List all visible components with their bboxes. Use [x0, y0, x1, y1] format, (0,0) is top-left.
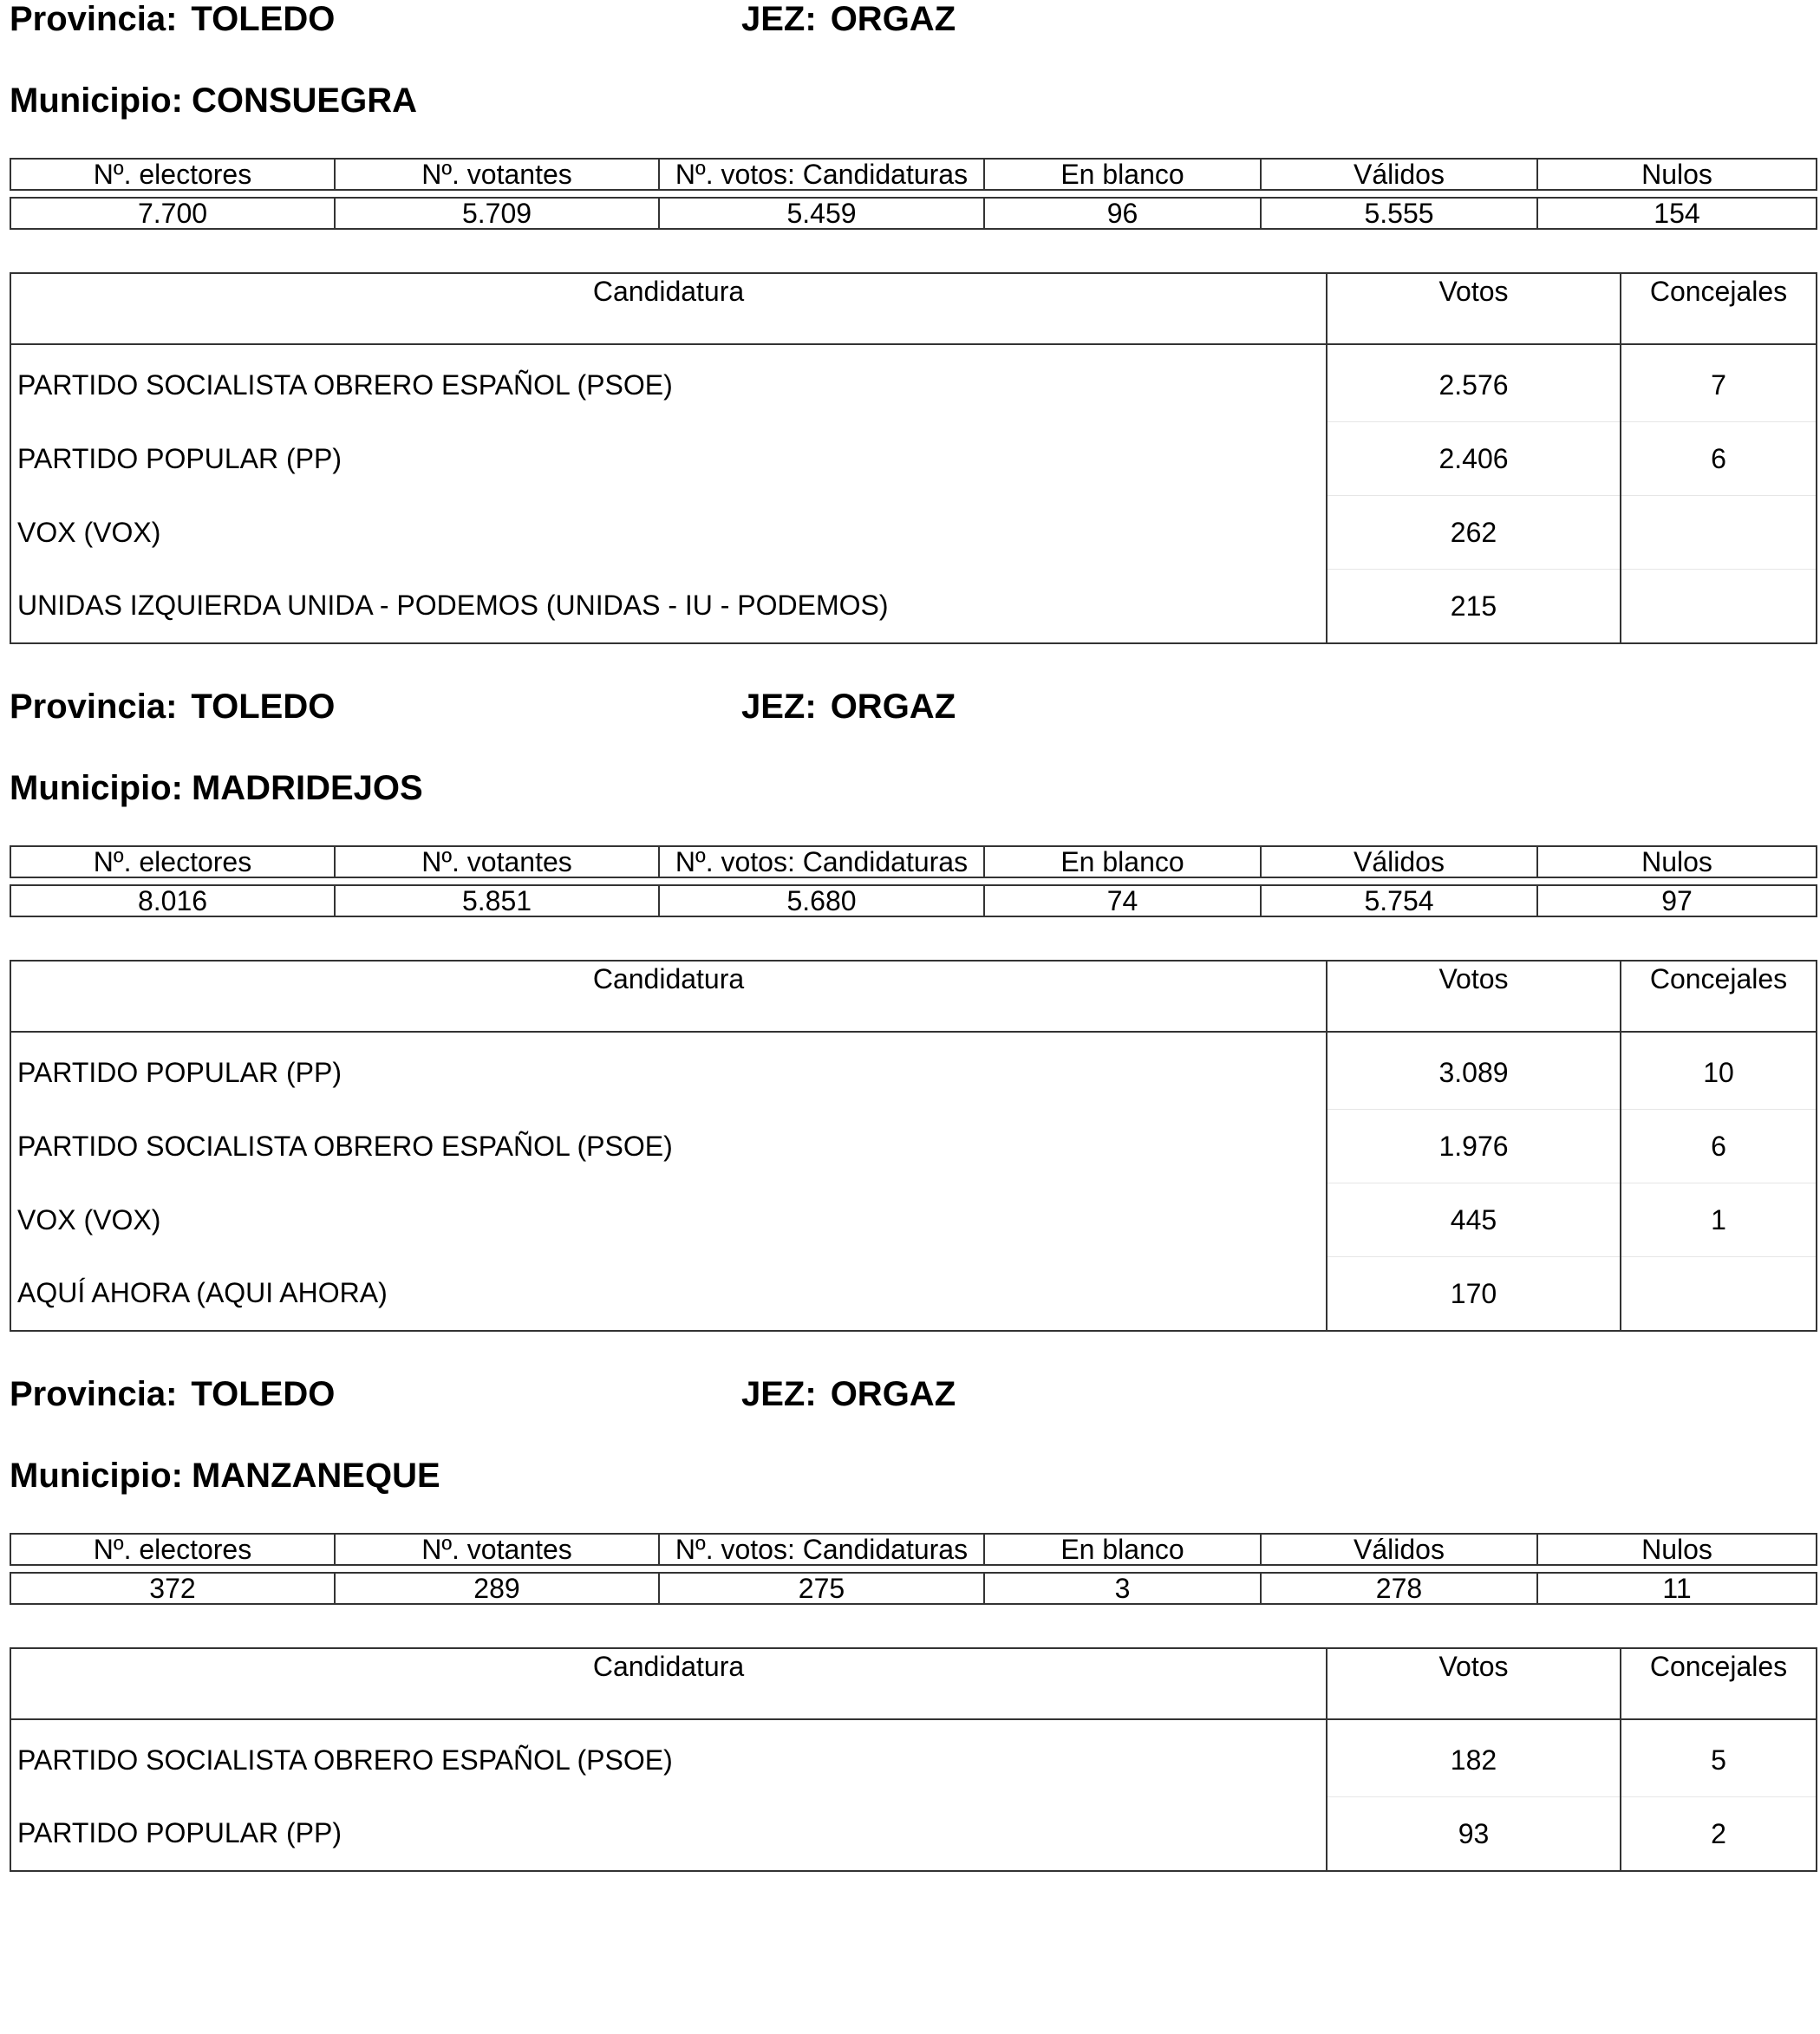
- jez-label: JEZ:: [741, 0, 817, 38]
- stats-value-cell: 5.851: [335, 885, 659, 916]
- candidatura-concejales: [1621, 496, 1817, 570]
- candidatura-votos: 262: [1327, 496, 1621, 570]
- municipio-label: Municipio:: [10, 81, 183, 120]
- stats-value-cell: 8.016: [10, 885, 335, 916]
- stats-value-cell: 97: [1537, 885, 1817, 916]
- jez-value: ORGAZ: [830, 0, 956, 38]
- stats-header-table: [10, 845, 1817, 878]
- municipio-value: CONSUEGRA: [191, 81, 417, 120]
- stats-value-cell: 3: [984, 1573, 1261, 1604]
- provincia-label: Provincia:: [10, 0, 178, 38]
- candidatura-votos: 2.576: [1327, 344, 1621, 422]
- stats-header-cell: Nulos: [1537, 846, 1817, 877]
- candidatura-concejales: [1621, 1257, 1817, 1332]
- stats-values-table: [10, 197, 1817, 230]
- stats-header-cell: Nº. electores: [10, 1534, 335, 1565]
- municipality-section: [0, 688, 1820, 1346]
- stats-header-cell: Válidos: [1261, 159, 1537, 190]
- provincia-line: [10, 0, 335, 38]
- candidaturas-table: [10, 272, 1817, 644]
- municipio-label: Municipio:: [10, 1457, 183, 1495]
- candidatura-votos: 1.976: [1327, 1110, 1621, 1183]
- candidatura-votos: 215: [1327, 570, 1621, 644]
- stats-header-cell: Nº. electores: [10, 159, 335, 190]
- candidatura-header: Candidatura: [10, 273, 1327, 344]
- stats-values-row: [10, 1573, 1817, 1604]
- jez-value: ORGAZ: [830, 688, 956, 726]
- candidatura-name: VOX (VOX): [10, 496, 1327, 570]
- candidatura-votos: 93: [1327, 1797, 1621, 1872]
- jez-value: ORGAZ: [830, 1375, 956, 1413]
- candidatura-name: VOX (VOX): [10, 1183, 1327, 1257]
- stats-value-cell: 289: [335, 1573, 659, 1604]
- candidatura-concejales: 1: [1621, 1183, 1817, 1257]
- candidatura-row: [10, 570, 1817, 644]
- candidatura-name: PARTIDO SOCIALISTA OBRERO ESPAÑOL (PSOE): [10, 1110, 1327, 1183]
- stats-value-cell: 5.459: [659, 198, 984, 229]
- stats-header-cell: En blanco: [984, 846, 1261, 877]
- stats-value-cell: 11: [1537, 1573, 1817, 1604]
- candidatura-votos: 445: [1327, 1183, 1621, 1257]
- stats-value-cell: 372: [10, 1573, 335, 1604]
- candidatura-row: [10, 496, 1817, 570]
- stats-value-cell: 96: [984, 198, 1261, 229]
- candidatura-row: [10, 1797, 1817, 1872]
- municipio-label: Municipio:: [10, 769, 183, 807]
- candidatura-row: [10, 1110, 1817, 1183]
- municipio-value: MADRIDEJOS: [191, 769, 423, 807]
- candidatura-row: [10, 1719, 1817, 1797]
- concejales-header: Concejales: [1621, 1648, 1817, 1719]
- stats-header-row: [10, 1534, 1817, 1565]
- candidatura-name: PARTIDO SOCIALISTA OBRERO ESPAÑOL (PSOE): [10, 344, 1327, 422]
- candidatura-header: Candidatura: [10, 1648, 1327, 1719]
- candidatura-row: [10, 1183, 1817, 1257]
- stats-values-table: [10, 1572, 1817, 1605]
- candidatura-header: Candidatura: [10, 961, 1327, 1032]
- provincia-value: TOLEDO: [191, 688, 336, 726]
- municipality-section: [0, 1375, 1820, 2034]
- stats-value-cell: 5.754: [1261, 885, 1537, 916]
- stats-header-table: [10, 1533, 1817, 1566]
- candidatura-name: PARTIDO SOCIALISTA OBRERO ESPAÑOL (PSOE): [10, 1719, 1327, 1797]
- jez-line: [741, 688, 956, 726]
- stats-value-cell: 5.555: [1261, 198, 1537, 229]
- stats-value-cell: 154: [1537, 198, 1817, 229]
- stats-header-cell: Nº. votos: Candidaturas: [659, 1534, 984, 1565]
- votos-header: Votos: [1327, 273, 1621, 344]
- candidatura-row: [10, 1032, 1817, 1110]
- stats-header-cell: Válidos: [1261, 846, 1537, 877]
- candidatura-name: AQUÍ AHORA (AQUI AHORA): [10, 1257, 1327, 1332]
- provincia-line: [10, 688, 335, 726]
- stats-value-cell: 7.700: [10, 198, 335, 229]
- provincia-value: TOLEDO: [191, 0, 336, 38]
- candidaturas-table: [10, 960, 1817, 1332]
- candidatura-name: PARTIDO POPULAR (PP): [10, 1032, 1327, 1110]
- candidatura-name: PARTIDO POPULAR (PP): [10, 1797, 1327, 1872]
- stats-header-cell: Nº. votantes: [335, 159, 659, 190]
- stats-header-cell: Válidos: [1261, 1534, 1537, 1565]
- stats-value-cell: 5.709: [335, 198, 659, 229]
- provincia-line: [10, 1375, 335, 1413]
- candidatura-row: [10, 1257, 1817, 1332]
- concejales-header: Concejales: [1621, 273, 1817, 344]
- stats-header-cell: Nulos: [1537, 159, 1817, 190]
- candidatura-concejales: [1621, 570, 1817, 644]
- stats-header-cell: Nulos: [1537, 1534, 1817, 1565]
- candidatura-votos: 170: [1327, 1257, 1621, 1332]
- stats-values-row: [10, 198, 1817, 229]
- candidaturas-header-row: [10, 273, 1817, 344]
- jez-line: [741, 1375, 956, 1413]
- provincia-label: Provincia:: [10, 688, 178, 726]
- stats-header-cell: En blanco: [984, 159, 1261, 190]
- candidaturas-table: [10, 1647, 1817, 1872]
- stats-header-cell: Nº. votos: Candidaturas: [659, 159, 984, 190]
- candidatura-row: [10, 344, 1817, 422]
- stats-header-cell: Nº. votantes: [335, 1534, 659, 1565]
- candidatura-concejales: 5: [1621, 1719, 1817, 1797]
- stats-header-cell: En blanco: [984, 1534, 1261, 1565]
- votos-header: Votos: [1327, 961, 1621, 1032]
- stats-values-row: [10, 885, 1817, 916]
- candidaturas-header-row: [10, 1648, 1817, 1719]
- concejales-header: Concejales: [1621, 961, 1817, 1032]
- votos-header: Votos: [1327, 1648, 1621, 1719]
- municipio-value: MANZANEQUE: [191, 1457, 440, 1495]
- stats-header-row: [10, 846, 1817, 877]
- stats-header-cell: Nº. electores: [10, 846, 335, 877]
- candidatura-votos: 182: [1327, 1719, 1621, 1797]
- jez-label: JEZ:: [741, 688, 817, 726]
- stats-values-table: [10, 884, 1817, 917]
- candidatura-concejales: 10: [1621, 1032, 1817, 1110]
- stats-header-cell: Nº. votos: Candidaturas: [659, 846, 984, 877]
- stats-header-table: [10, 158, 1817, 191]
- candidatura-row: [10, 422, 1817, 496]
- stats-header-row: [10, 159, 1817, 190]
- stats-value-cell: 275: [659, 1573, 984, 1604]
- provincia-label: Provincia:: [10, 1375, 178, 1413]
- candidatura-votos: 2.406: [1327, 422, 1621, 496]
- jez-label: JEZ:: [741, 1375, 817, 1413]
- candidatura-concejales: 2: [1621, 1797, 1817, 1872]
- candidatura-votos: 3.089: [1327, 1032, 1621, 1110]
- candidatura-name: UNIDAS IZQUIERDA UNIDA - PODEMOS (UNIDAS - IU - PODEMOS): [10, 570, 1327, 644]
- municipio-line: [10, 1457, 440, 1495]
- candidatura-concejales: 6: [1621, 422, 1817, 496]
- stats-header-cell: Nº. votantes: [335, 846, 659, 877]
- provincia-value: TOLEDO: [191, 1375, 336, 1413]
- municipio-line: [10, 769, 423, 807]
- candidaturas-header-row: [10, 961, 1817, 1032]
- candidatura-concejales: 6: [1621, 1110, 1817, 1183]
- municipio-line: [10, 81, 417, 120]
- stats-value-cell: 5.680: [659, 885, 984, 916]
- stats-value-cell: 74: [984, 885, 1261, 916]
- municipality-section: [0, 0, 1820, 659]
- candidatura-name: PARTIDO POPULAR (PP): [10, 422, 1327, 496]
- candidatura-concejales: 7: [1621, 344, 1817, 422]
- jez-line: [741, 0, 956, 38]
- stats-value-cell: 278: [1261, 1573, 1537, 1604]
